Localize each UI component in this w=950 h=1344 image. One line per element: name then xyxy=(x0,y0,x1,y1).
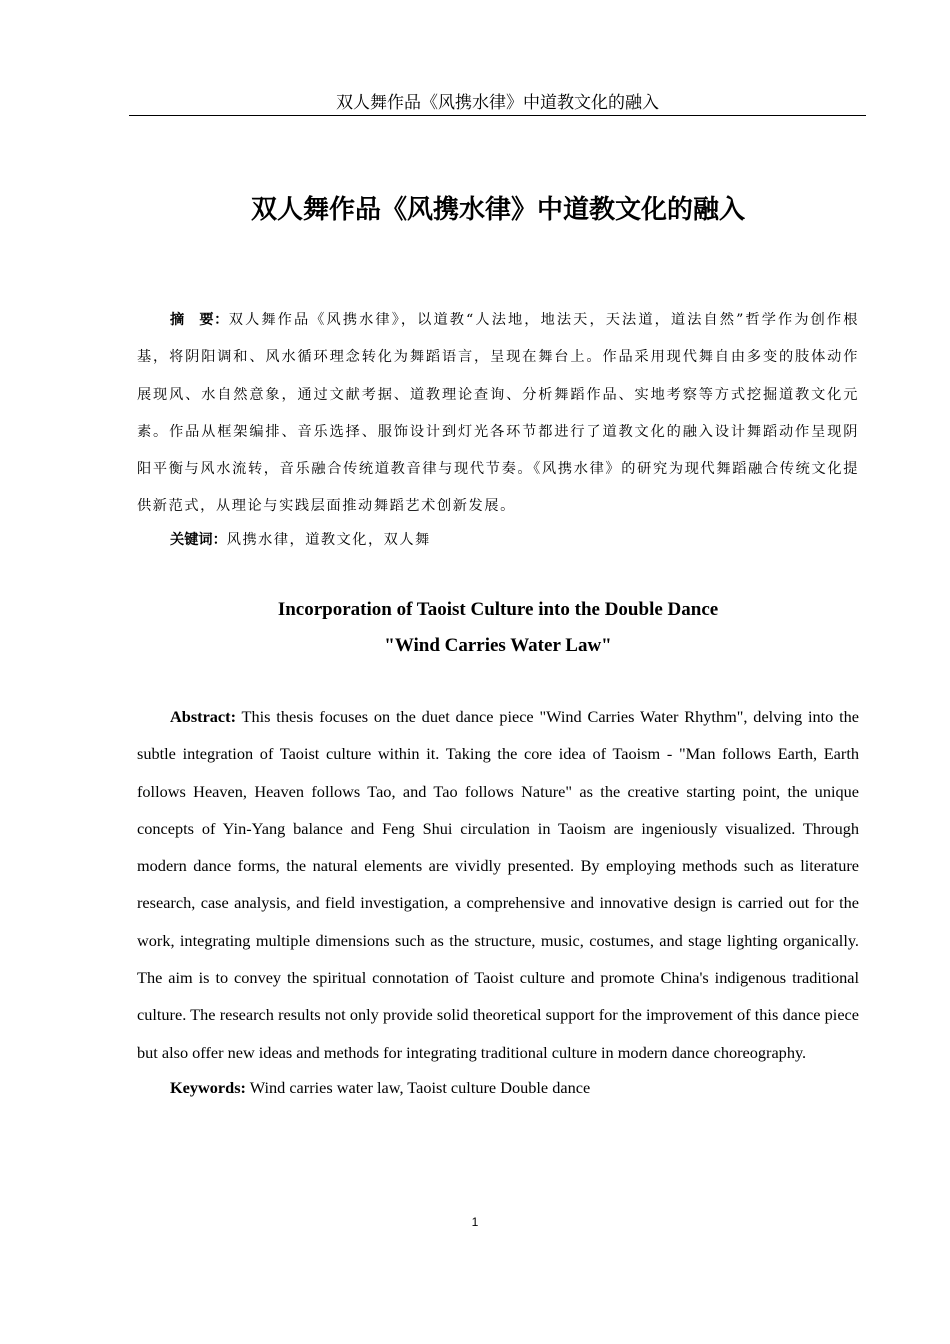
chinese-keywords-label: 关键词： xyxy=(170,532,227,548)
chinese-abstract xyxy=(137,302,859,526)
english-keywords-label: Keywords: xyxy=(170,1078,246,1097)
english-abstract-label: Abstract: xyxy=(170,707,237,726)
page-number: 1 xyxy=(471,1215,479,1229)
english-title-line-2: "Wind Carries Water Law" xyxy=(384,635,612,656)
english-keywords xyxy=(170,1069,590,1106)
chinese-title: 双人舞作品《风携水律》中道教文化的融入 xyxy=(250,195,745,225)
header-rule xyxy=(129,115,866,116)
chinese-abstract-text: 双人舞作品《风携水律》，以道教“人法地，地法天，天法道，道法自然”哲学作为创作根基，将阴阳调和、风水循环理念转化为舞蹈语言，呈现在舞台上。作品采用现代舞自由多变的肢体动作展现风、水自然意象，通过文献考据、道教理论查询、分析舞蹈作品、实地考察等方式挖掘道教文化元素。作品从框架编排、音乐选择、服饰设计到灯光各环节都进行了道教文化的融入设计舞蹈动作呈现阴阳平衡与风水流转，音乐融合传统道教音律与现代节奏。《风携水律》的研究为现代舞蹈融合传统文化提供新范式，从理论与实践层面推动舞蹈艺术创新发展。 xyxy=(137,312,859,515)
english-keywords-text: Wind carries water law, Taoist culture Double dance xyxy=(245,1078,591,1097)
english-abstract xyxy=(137,698,859,1071)
english-abstract-text: This thesis focuses on the duet dance piece "Wind Carries Water Rhythm", delving into the subtle integration of Taoist culture within it. Taking the core idea of Taoism - "Man follows Earth, Earth follows Heaven, Heaven follows Tao, and Tao follows Nature" as the creative starting point, the unique concepts of Yin-Yang balance and Feng Shui circulation in Taoism are ingeniously visualized. Through modern dance forms, the natural elements are vividly presented. By employing methods such as literature research, case analysis, and field investigation, a comprehensive and innovative design is carried out for the work, integrating multiple dimensions such as the structure, music, costumes, and stage lighting organically. The aim is to convey the spiritual connotation of Taoist culture and promote China's indigenous traditional culture. The research results not only provide solid theoretical support for the improvement of this dance piece but also offer new ideas and methods for integrating traditional culture in modern dance choreography. xyxy=(137,707,859,1062)
english-title xyxy=(137,592,859,664)
running-header: 双人舞作品《风携水律》中道教文化的融入 xyxy=(336,93,659,113)
chinese-keywords-text: 风携水律，道教文化，双人舞 xyxy=(226,532,431,548)
chinese-abstract-label: 摘 要： xyxy=(170,312,229,328)
english-title-line-1: Incorporation of Taoist Culture into the Double Dance xyxy=(277,599,719,620)
chinese-keywords xyxy=(170,522,431,559)
